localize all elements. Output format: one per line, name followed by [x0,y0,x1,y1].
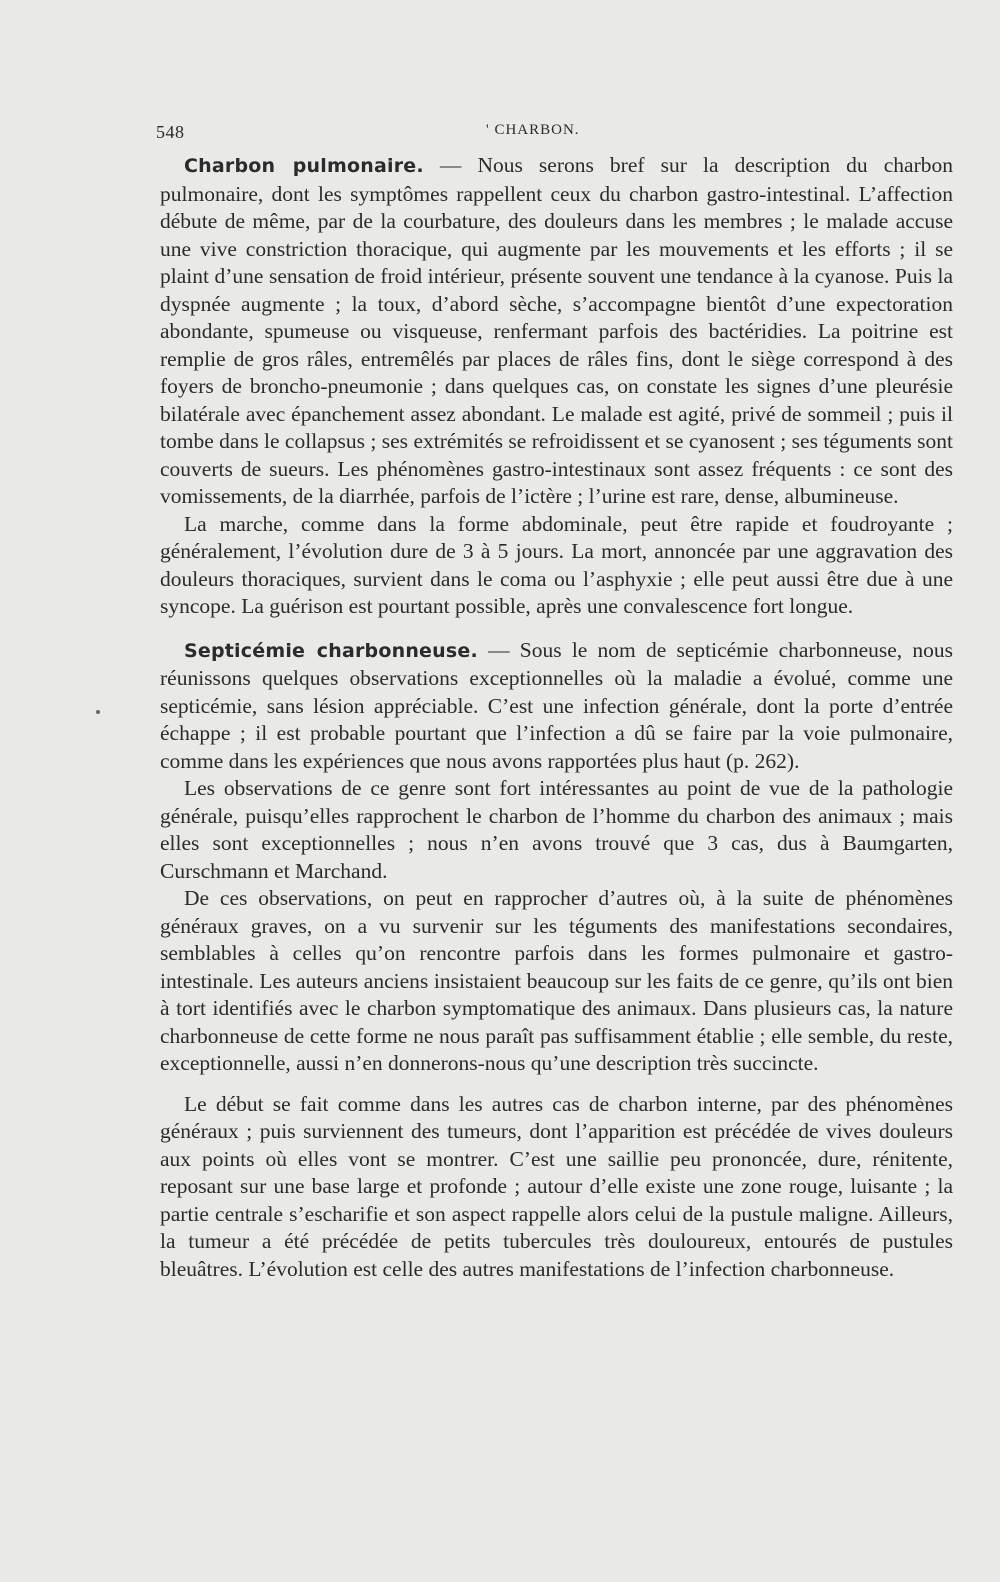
paragraph-text: — Sous le nom de septicémie charbonneuse, nous réunissons quelques observations exceptionnelles où la maladie a évolué, comme une septicémie, sans lésion appréciable. C’est une infection générale, dont la porte d’entrée échappe ; il est probable pourtant que l’infection a dû se faire par la voie pulmonaire, comme dans les expériences que nous avons rapportées plus haut (p. 262). [160,637,953,773]
paragraph: Les observations de ce genre sont fort intéressantes au point de vue de la pathologie générale, puisqu’elles rapprochent le charbon de l’homme du charbon des animaux ; mais elles sont exceptionnelles ; nous n’en avons trouvé que 3 cas, dus à Baumgarten, Curschmann et Marchand. [160,776,953,883]
paragraph: Le début se fait comme dans les autres cas de charbon interne, par des phénomènes généraux ; puis surviennent des tumeurs, dont l’apparition est précédée de vives douleurs aux points où elles vont se montrer. C’est une saillie peu prononcée, dure, rénitente, reposant sur une base large et profonde ; autour d’elle existe une zone rouge, luisante ; la partie centrale s’escharifie et son aspect rappelle alors celui de la pustule maligne. Ailleurs, la tumeur a été précédée de petits tubercules très douloureux, entourés de pustules bleuâtres. L’évolution est celle des autres manifestations de l’infection charbonneuse. [160,1091,953,1281]
page-header [156,122,956,144]
paragraph-text: — Nous serons bref sur la description du charbon pulmonaire, dont les symptômes rappellent ceux du charbon gastro-intestinal. L’affection débute de même, par de la courbature, des douleurs dans les membres ; le malade accuse une vive constriction thoracique, qui augmente par les mouvements et les efforts ; il se plaint d’une sensation de froid intérieur, présente souvent une tendance à la cyanose. Puis la dyspnée augmente ; la toux, d’abord sèche, s’accompagne bientôt d’une expectoration abondante, spumeuse ou visqueuse, renfermant parfois des bactéridies. La poitrine est remplie de gros râles, entremêlés par places de râles fins, dont le siège correspond à des foyers de broncho-pneumonie ; dans quelques cas, on constate les signes d’une pleurésie bilatérale avec épanchement assez abondant. Le malade est agité, privé de sommeil ; puis il tombe dans le collapsus ; ses extrémités se refroidissent et se cyanosent ; ses téguments sont couverts de sueurs. Les phénomènes gastro-intestinaux sont assez fréquents : ce sont des vomissements, de la diarrhée, parfois de l’ictère ; l’urine est rare, dense, albumineuse. [160,153,953,508]
page-body [160,152,953,1283]
margin-speck [96,710,100,714]
section-title-septicemie-charbonneuse: Septicémie charbonneuse. [184,639,478,662]
paragraph: La marche, comme dans la forme abdominale, peut être rapide et foudroyante ; généralement, l’évolution dure de 3 à 5 jours. La mort, annoncée par une aggravation des douleurs thoraciques, survient dans le coma ou l’asphyxie ; elle peut aussi être due à une syncope. La guérison est pourtant possible, après une convalescence fort longue. [160,511,953,618]
paragraph [160,637,953,776]
running-title: ' CHARBON. [486,122,580,138]
paragraph [160,152,953,511]
page-number: 548 [156,122,185,142]
section-title-charbon-pulmonaire: Charbon pulmonaire. [184,155,424,177]
paragraph: De ces observations, on peut en rapprocher d’autres où, à la suite de phénomènes généraux graves, on a vu survenir sur les téguments des manifestations secondaires, semblables à celles qu’on rencontre parfois dans les formes pulmonaire et gastro-intestinale. Les auteurs anciens insistaient beaucoup sur les faits de ce genre, qu’ils ont bien à tort identifiés avec le charbon symptomatique des animaux. Dans plusieurs cas, la nature charbonneuse de cette forme ne nous paraît pas suffisamment établie ; elle semble, du reste, exceptionnelle, aussi n’en donnerons-nous qu’une description très succincte. [160,886,953,1075]
